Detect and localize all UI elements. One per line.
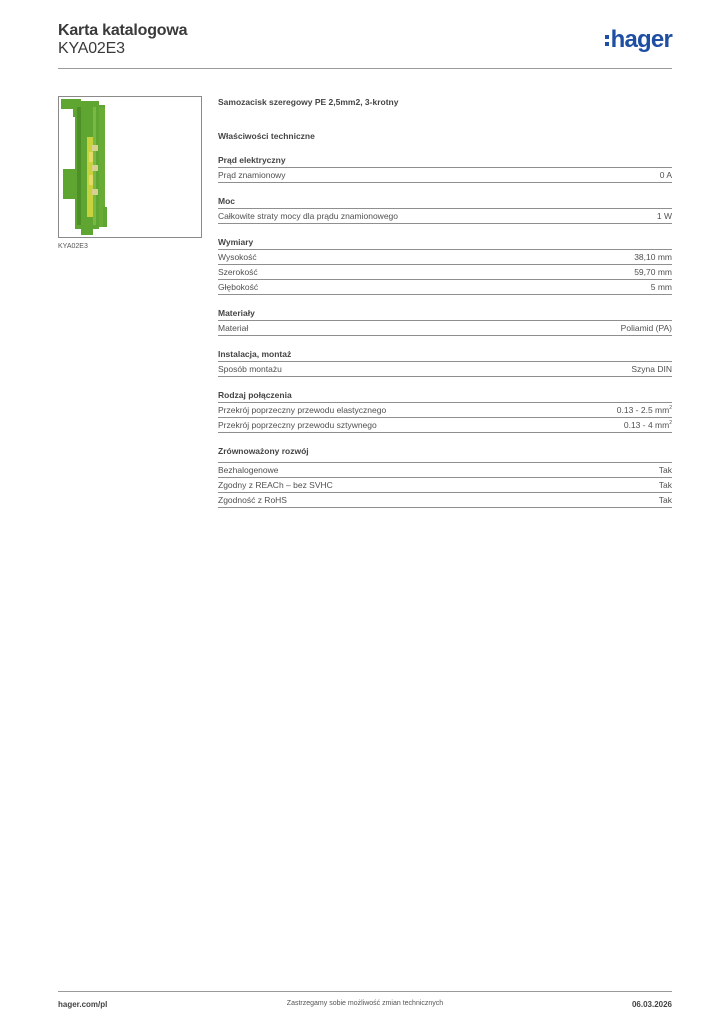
spec-row (218, 403, 672, 418)
spec-value: Tak (658, 465, 672, 475)
product-description: Samozacisk szeregowy PE 2,5mm2, 3-krotny (218, 97, 399, 107)
specifications (218, 96, 672, 508)
product-image-caption: KYA02E3 (58, 243, 88, 250)
spec-value: Tak (658, 495, 672, 505)
spec-row (218, 463, 672, 478)
page-header (58, 21, 672, 69)
spec-label: Głębokość (218, 282, 259, 292)
spec-label: Zgodny z REACh – bez SVHC (218, 480, 333, 490)
spec-row (218, 478, 672, 493)
spec-row (218, 168, 672, 183)
spec-label: Całkowite straty mocy dla prądu znamionowego (218, 211, 399, 221)
unit-superscript: 2 (669, 405, 672, 412)
spec-row (218, 493, 672, 508)
spec-label: Sposób montażu (218, 364, 282, 374)
product-code: KYA02E3 (58, 40, 125, 57)
footer-notice: Zastrzegamy sobie możliwość zmian technicznych (286, 1000, 444, 1007)
page-title: Karta katalogowa (58, 22, 188, 39)
spec-group-title: Wymiary (218, 236, 672, 250)
spec-label: Zgodność z RoHS (218, 495, 287, 505)
spec-label: Materiał (218, 323, 249, 333)
spec-value: Poliamid (PA) (620, 323, 672, 333)
footer-date: 06.03.2026 (631, 1000, 672, 1009)
spec-value-text: 0.13 - 4 mm (623, 420, 670, 430)
spec-group-materials (218, 307, 672, 336)
spec-value: Tak (658, 480, 672, 490)
spec-group-current (218, 154, 672, 183)
spec-label: Prąd znamionowy (218, 170, 286, 180)
spec-group-dimensions (218, 236, 672, 295)
spec-group-title: Instalacja, montaż (218, 348, 672, 362)
logo-dots-icon (605, 35, 609, 46)
spec-row (218, 321, 672, 336)
spec-rows (218, 462, 672, 508)
spec-label: Szerokość (218, 267, 258, 277)
product-image-frame (58, 96, 202, 238)
spec-row (218, 209, 672, 224)
spec-group-title: Moc (218, 195, 672, 209)
hager-logo (605, 27, 672, 53)
spec-value (624, 419, 672, 432)
spec-row (218, 418, 672, 433)
terminal-block-image (59, 97, 201, 237)
spec-label: Przekrój poprzeczny przewodu elastycznego (218, 405, 387, 415)
page-footer (58, 991, 672, 1011)
spec-group-title: Rodzaj połączenia (218, 389, 672, 403)
spec-row (218, 265, 672, 280)
section-title: Właściwości techniczne (218, 131, 315, 141)
spec-value-text: 0.13 - 2.5 mm (616, 405, 670, 415)
spec-group-power (218, 195, 672, 224)
spec-value: 59,70 mm (634, 267, 672, 277)
spec-group-installation (218, 348, 672, 377)
spec-label: Wysokość (218, 252, 257, 262)
spec-value: Szyna DIN (631, 364, 672, 374)
spec-group-connection (218, 389, 672, 433)
spec-value: 5 mm (650, 282, 672, 292)
spec-row (218, 362, 672, 377)
spec-group-title: Prąd elektryczny (218, 154, 672, 168)
spec-value: 0 A (659, 170, 672, 180)
website-link[interactable]: hager.com/pl (58, 1000, 108, 1009)
spec-value: 1 W (656, 211, 672, 221)
spec-value (617, 404, 672, 417)
spec-row (218, 250, 672, 265)
spec-group-title: Materiały (218, 307, 672, 321)
spec-value: 38,10 mm (634, 252, 672, 262)
logo-text: hager (610, 26, 672, 53)
spec-group-title: Zrównoważony rozwój (218, 446, 309, 456)
spec-group-sustainability (218, 445, 672, 508)
unit-superscript: 2 (669, 420, 672, 427)
spec-label: Przekrój poprzeczny przewodu sztywnego (218, 420, 377, 430)
spec-label: Bezhalogenowe (218, 465, 279, 475)
spec-row (218, 280, 672, 295)
